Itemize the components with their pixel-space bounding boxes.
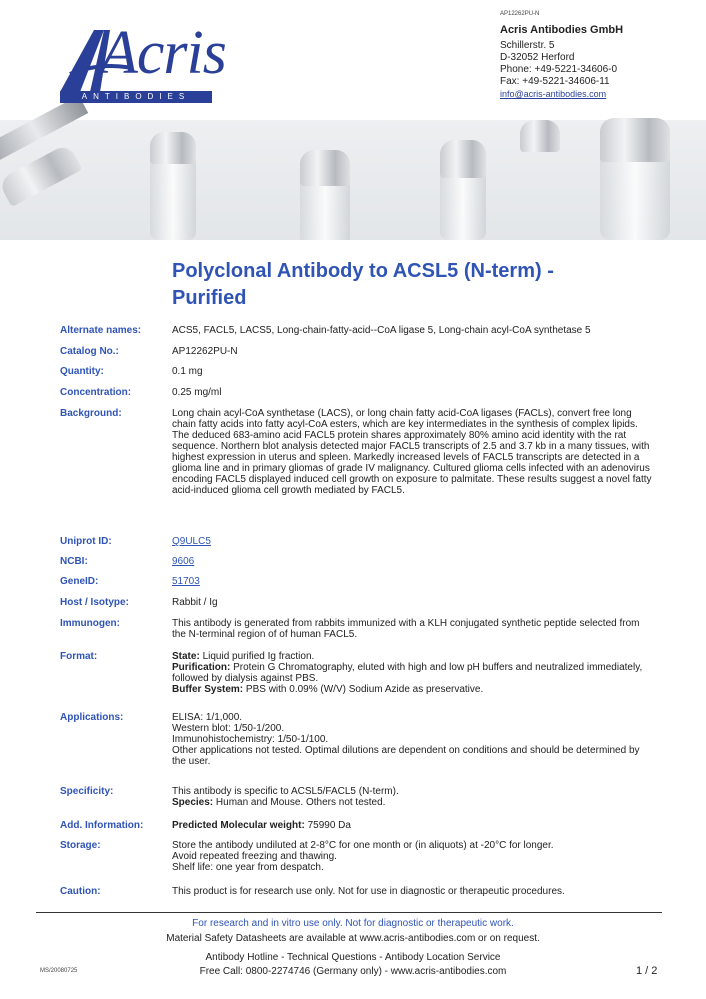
street: Schillerstr. 5: [500, 40, 555, 51]
label-caution: Caution:: [60, 886, 101, 897]
storage-line-3: Shelf life: one year from despatch.: [172, 862, 324, 873]
company-name: Acris Antibodies GmbH: [500, 24, 624, 36]
format-buffer-key: Buffer System:: [172, 684, 244, 695]
label-geneid: GeneID:: [60, 576, 99, 587]
value-quantity: 0.1 mg: [172, 366, 203, 377]
format-purification-key: Purification:: [172, 662, 231, 673]
label-host: Host / Isotype:: [60, 597, 129, 608]
app-line-3: Immunohistochemistry: 1/50-1/100.: [172, 734, 329, 745]
storage-line-1: Store the antibody undiluted at 2-8°C for one month or (in aliquots) at -20°C for longer.: [172, 840, 554, 851]
value-format: [172, 651, 652, 695]
geneid-link[interactable]: 51703: [172, 576, 200, 587]
add-info-key: Predicted Molecular weight:: [172, 820, 305, 831]
title-line-2: Purified: [172, 287, 247, 309]
footer-freecall: Free Call: 0800-2274746 (Germany only) - www.acris-antibodies.com: [199, 966, 507, 977]
footer-hotline: Antibody Hotline - Technical Questions - Antibody Location Service: [205, 952, 501, 963]
header-banner: [0, 0, 706, 240]
value-storage: [172, 840, 652, 873]
value-specificity: [172, 786, 652, 808]
label-specificity: Specificity:: [60, 786, 114, 797]
page-title: [172, 258, 642, 312]
value-caution: This product is for research use only. Not for use in diagnostic or therapeutic procedures.: [172, 886, 565, 897]
fax: Fax: +49-5221-34606-11: [500, 76, 610, 87]
label-background: Background:: [60, 408, 122, 419]
value-catalog: AP12262PU-N: [172, 346, 238, 357]
ncbi-link[interactable]: 9606: [172, 556, 195, 567]
app-line-1: ELISA: 1/1,000.: [172, 712, 243, 723]
company-address: [500, 8, 700, 100]
uniprot-link[interactable]: Q9ULC5: [172, 536, 211, 547]
value-concentration: 0.25 mg/ml: [172, 387, 222, 398]
app-line-4: Other applications not tested. Optimal dilutions are dependent on conditions and should be determined by the user.: [172, 745, 640, 767]
title-line-1: Polyclonal Antibody to ACSL5 (N-term) -: [172, 260, 554, 282]
logo-text: Acris: [100, 19, 226, 87]
value-background: Long chain acyl-CoA synthetase (LACS), or long chain fatty acid-CoA ligases (FACLs), convert free long chain fatty acids into fatty acyl-CoA esters, which are key intermediates in the synthesis of complex lipids. The deduced 683-amino acid FACL5 protein shares approximately 80% amino acid identity with the rat sequence. Northern blot analysis detected major FACL5 transcripts of 2.5 and 3.7 kb in a many tissues, with highest expression in uterus and spleen. Markedly increased levels of FACL5 transcripts are detected in a glioma line and in primary gliomas of grade IV malignancy. Cultured glioma cells infected with an adenovirus encoding FACL5 displayed induced cell growth on exposure to palmitate. These results suggest a novel fatty acid-induced glioma cell growth mediated by FACL5.: [172, 408, 652, 496]
format-buffer-value: PBS with 0.09% (W/V) Sodium Azide as preservative.: [243, 684, 484, 695]
label-immunogen: Immunogen:: [60, 618, 120, 629]
label-alternate-names: Alternate names:: [60, 325, 142, 336]
doc-code: AP12262PU-N: [500, 11, 540, 17]
email-link[interactable]: info@acris-antibodies.com: [500, 89, 607, 99]
footer-divider: [36, 912, 662, 913]
value-host: Rabbit / Ig: [172, 597, 218, 608]
page-number: 1 / 2: [636, 965, 658, 977]
logo-subtitle: ANTIBODIES: [60, 91, 212, 103]
label-storage: Storage:: [60, 840, 101, 851]
phone: Phone: +49-5221-34606-0: [500, 64, 618, 75]
app-line-2: Western blot: 1/50-1/200.: [172, 723, 285, 734]
format-state-key: State:: [172, 651, 200, 662]
storage-line-2: Avoid repeated freezing and thawing.: [172, 851, 337, 862]
format-state-value: Liquid purified Ig fraction.: [199, 651, 315, 662]
value-applications: [172, 712, 652, 767]
label-add-info: Add. Information:: [60, 820, 144, 831]
footer-disclaimer: For research and in vitro use only. Not for diagnostic or therapeutic work.: [192, 918, 514, 929]
label-format: Format:: [60, 651, 98, 662]
spec-species-key: Species:: [172, 797, 214, 808]
value-alternate-names: ACS5, FACL5, LACS5, Long-chain-fatty-acid--CoA ligase 5, Long-chain acyl-CoA synthetase 5: [172, 325, 591, 336]
label-quantity: Quantity:: [60, 366, 104, 377]
city: D-32052 Herford: [500, 52, 575, 63]
footer-msds: Material Safety Datasheets are available at www.acris-antibodies.com or on request.: [166, 933, 540, 944]
spec-species-value: Human and Mouse. Others not tested.: [213, 797, 386, 808]
ms-code: MS/20080725: [40, 968, 78, 974]
label-concentration: Concentration:: [60, 387, 132, 398]
label-uniprot: Uniprot ID:: [60, 536, 112, 547]
label-applications: Applications:: [60, 712, 124, 723]
value-immunogen: This antibody is generated from rabbits immunized with a KLH conjugated synthetic peptide selected from the N-terminal region of of human FACL5.: [172, 618, 640, 640]
label-catalog: Catalog No.:: [60, 346, 119, 357]
label-ncbi: NCBI:: [60, 556, 88, 567]
add-info-value: 75990 Da: [304, 820, 351, 831]
format-purification-value: Protein G Chromatography, eluted with high and low pH buffers and neutralized immediately, followed by dialysis against PBS.: [172, 662, 643, 684]
spec-line-1: This antibody is specific to ACSL5/FACL5 (N-term).: [172, 786, 399, 797]
